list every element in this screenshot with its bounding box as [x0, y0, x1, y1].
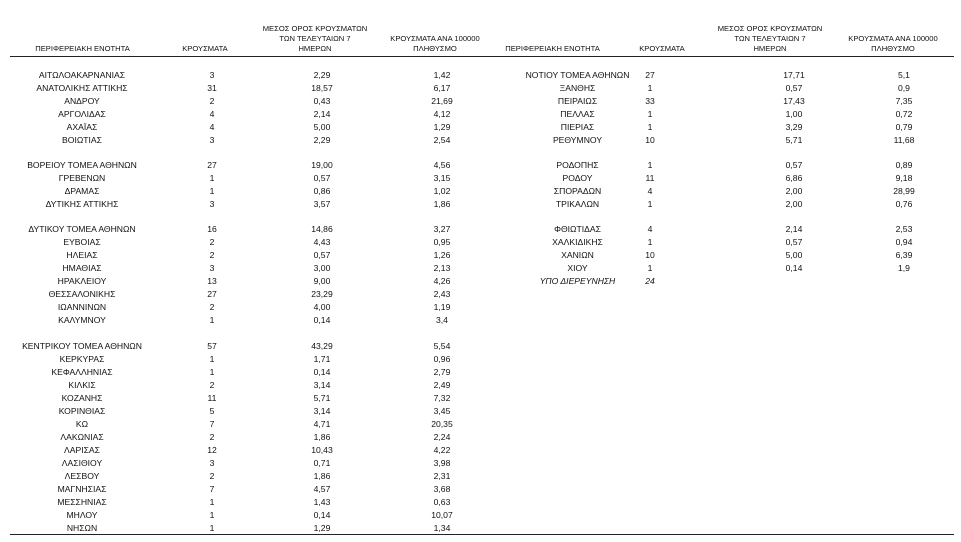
table-row	[7, 172, 477, 185]
region-cell: ΛΑΣΙΘΙΟΥ	[61, 458, 103, 468]
cases-cell: 2	[209, 471, 215, 481]
table-row	[505, 82, 935, 95]
per100k-cell: 1,19	[433, 302, 451, 312]
table-row	[505, 95, 935, 108]
table-row	[7, 366, 477, 379]
per100k-cell: 0,95	[433, 237, 451, 247]
cases-cell: 1	[209, 186, 215, 196]
cases-cell: 13	[207, 276, 217, 286]
table-row	[7, 392, 477, 405]
avg-cell: 0,57	[785, 160, 803, 170]
region-cell: ΝΟΤΙΟΥ ΤΟΜΕΑ ΑΘΗΝΩΝ	[525, 70, 630, 80]
table-row	[7, 159, 477, 172]
cases-cell: 1	[209, 315, 215, 325]
table-row	[7, 95, 477, 108]
avg-cell: 6,86	[785, 173, 803, 183]
table-row	[505, 223, 935, 236]
per100k-cell: 4,56	[433, 160, 451, 170]
cases-cell: 4	[647, 186, 653, 196]
cases-cell: 57	[207, 341, 217, 351]
per100k-cell: 7,35	[895, 96, 913, 106]
per100k-cell: 10,07	[431, 510, 453, 520]
per100k-cell: 0,72	[895, 109, 913, 119]
region-cell: ΝΗΣΩΝ	[66, 523, 98, 533]
avg-cell: 5,71	[785, 135, 803, 145]
avg-cell: 18,57	[311, 83, 333, 93]
table-row	[7, 470, 477, 483]
avg-cell: 3,14	[313, 406, 331, 416]
region-cell: ΦΘΙΩΤΙΔΑΣ	[554, 224, 601, 234]
per100k-cell: 1,86	[433, 199, 451, 209]
cases-cell: 11	[207, 393, 217, 403]
region-cell: ΙΩΑΝΝΙΝΩΝ	[57, 302, 107, 312]
cases-cell: 1	[209, 173, 215, 183]
table-row	[7, 431, 477, 444]
per100k-cell: 0,94	[895, 237, 913, 247]
table-row	[7, 262, 477, 275]
table-row	[7, 314, 477, 327]
per100k-cell: 0,79	[895, 122, 913, 132]
avg-cell: 17,71	[783, 70, 805, 80]
avg-cell: 43,29	[311, 341, 333, 351]
region-cell: ΡΟΔΟΠΗΣ	[556, 160, 599, 170]
cases-cell: 16	[207, 224, 217, 234]
avg-cell: 10,43	[311, 445, 333, 455]
avg-cell: 1,00	[785, 109, 803, 119]
avg-cell: 1,71	[313, 354, 331, 364]
table-row	[7, 522, 477, 535]
region-cell: ΠΕΛΛΑΣ	[560, 109, 595, 119]
right-header-per100k: ΚΡΟΥΣΜΑΤΑ ΑΝΑ 100000 ΠΛΗΘΥΣΜΟ	[848, 34, 938, 53]
avg-cell: 5,00	[785, 250, 803, 260]
cases-cell: 4	[209, 122, 215, 132]
cases-cell: 7	[209, 419, 215, 429]
table-row	[7, 82, 477, 95]
per100k-cell: 2,49	[433, 380, 451, 390]
region-cell: ΧΑΛΚΙΔΙΚΗΣ	[552, 237, 603, 247]
cases-cell: 1	[209, 497, 215, 507]
avg-cell: 5,71	[313, 393, 331, 403]
region-cell: ΛΑΚΩΝΙΑΣ	[60, 432, 104, 442]
region-cell: ΒΟΡΕΙΟΥ ΤΟΜΕΑ ΑΘΗΝΩΝ	[27, 160, 137, 170]
table-row	[505, 185, 935, 198]
per100k-cell: 5,54	[433, 341, 451, 351]
region-cell: ΣΠΟΡΑΔΩΝ	[553, 186, 602, 196]
cases-cell: 3	[209, 135, 215, 145]
cases-cell: 27	[207, 160, 217, 170]
region-cell: ΚΕΦΑΛΛΗΝΙΑΣ	[51, 367, 113, 377]
avg-cell: 2,14	[785, 224, 803, 234]
region-cell: ΞΑΝΘΗΣ	[559, 83, 596, 93]
avg-cell: 19,00	[311, 160, 333, 170]
right-header-cases: ΚΡΟΥΣΜΑΤΑ	[639, 44, 685, 53]
avg-cell: 3,57	[313, 199, 331, 209]
avg-cell: 0,57	[313, 250, 331, 260]
per100k-cell: 1,26	[433, 250, 451, 260]
avg-cell: 4,43	[313, 237, 331, 247]
region-cell: ΡΟΔΟΥ	[562, 173, 593, 183]
region-cell: ΜΕΣΣΗΝΙΑΣ	[57, 497, 107, 507]
region-cell: ΒΟΙΩΤΙΑΣ	[62, 135, 102, 145]
table-row	[7, 185, 477, 198]
table-row	[7, 236, 477, 249]
left-header-avg: ΜΕΣΟΣ ΟΡΟΣ ΚΡΟΥΣΜΑΤΩΝ ΤΩΝ ΤΕΛΕΥΤΑΙΩΝ 7 ΗΜΕΡΩΝ	[262, 24, 368, 53]
avg-cell: 0,86	[313, 186, 331, 196]
region-cell: ΚΟΡΙΝΘΙΑΣ	[58, 406, 106, 416]
table-row	[7, 134, 477, 147]
table-row	[505, 198, 935, 211]
table-row	[7, 288, 477, 301]
per100k-cell: 2,24	[433, 432, 451, 442]
region-cell: ΓΡΕΒΕΝΩΝ	[58, 173, 106, 183]
avg-cell: 2,00	[785, 199, 803, 209]
table-row	[505, 262, 935, 275]
avg-cell: 3,14	[313, 380, 331, 390]
avg-cell: 0,57	[785, 83, 803, 93]
avg-cell: 0,14	[313, 315, 331, 325]
per100k-cell: 0,96	[433, 354, 451, 364]
cases-cell: 3	[209, 199, 215, 209]
per100k-cell: 4,26	[433, 276, 451, 286]
per100k-cell: 3,68	[433, 484, 451, 494]
avg-cell: 1,29	[313, 523, 331, 533]
table-row	[7, 444, 477, 457]
per100k-cell: 11,68	[893, 135, 915, 145]
avg-cell: 0,14	[313, 367, 331, 377]
avg-cell: 23,29	[311, 289, 333, 299]
per100k-cell: 2,31	[433, 471, 451, 481]
region-cell: ΗΛΕΙΑΣ	[66, 250, 98, 260]
cases-cell: 1	[209, 510, 215, 520]
cases-cell: 2	[209, 96, 215, 106]
cases-cell: 7	[209, 484, 215, 494]
per100k-cell: 2,79	[433, 367, 451, 377]
region-cell: ΕΥΒΟΙΑΣ	[63, 237, 101, 247]
cases-cell: 2	[209, 250, 215, 260]
per100k-cell: 2,43	[433, 289, 451, 299]
avg-cell: 4,00	[313, 302, 331, 312]
table-row	[7, 301, 477, 314]
per100k-cell: 6,17	[433, 83, 451, 93]
per100k-cell: 2,13	[433, 263, 451, 273]
region-cell: ΔΥΤΙΚΟΥ ΤΟΜΕΑ ΑΘΗΝΩΝ	[28, 224, 136, 234]
table-row	[7, 198, 477, 211]
table-row	[505, 159, 935, 172]
left-header-region: ΠΕΡΙΦΕΡΕΙΑΚΗ ΕΝΟΤΗΤΑ	[35, 44, 130, 53]
avg-cell: 2,29	[313, 135, 331, 145]
avg-cell: 17,43	[783, 96, 805, 106]
avg-cell: 0,57	[785, 237, 803, 247]
cases-cell: 2	[209, 237, 215, 247]
per100k-cell: 1,34	[433, 523, 451, 533]
cases-cell: 24	[645, 276, 655, 286]
cases-cell: 27	[645, 70, 655, 80]
right-header-region: ΠΕΡΙΦΕΡΕΙΑΚΗ ΕΝΟΤΗΤΑ	[505, 44, 600, 53]
per100k-cell: 2,53	[895, 224, 913, 234]
right-header-avg: ΜΕΣΟΣ ΟΡΟΣ ΚΡΟΥΣΜΑΤΩΝ ΤΩΝ ΤΕΛΕΥΤΑΙΩΝ 7 ΗΜΕΡΩΝ	[717, 24, 823, 53]
region-cell: ΡΕΘΥΜΝΟΥ	[552, 135, 603, 145]
per100k-cell: 9,18	[895, 173, 913, 183]
left-header-per100k: ΚΡΟΥΣΜΑΤΑ ΑΝΑ 100000 ΠΛΗΘΥΣΜΟ	[390, 34, 480, 53]
avg-cell: 2,00	[785, 186, 803, 196]
per100k-cell: 5,1	[898, 70, 910, 80]
per100k-cell: 3,27	[433, 224, 451, 234]
region-cell: ΑΙΤΩΛΟΑΚΑΡΝΑΝΙΑΣ	[38, 70, 126, 80]
cases-cell: 5	[209, 406, 215, 416]
avg-cell: 0,71	[313, 458, 331, 468]
table-row	[505, 275, 935, 288]
region-cell: ΠΕΙΡΑΙΩΣ	[557, 96, 598, 106]
region-cell: ΑΧΑΪΑΣ	[66, 122, 98, 132]
per100k-cell: 1,9	[898, 263, 910, 273]
per100k-cell: 4,22	[433, 445, 451, 455]
per100k-cell: 28,99	[893, 186, 915, 196]
avg-cell: 0,57	[313, 173, 331, 183]
region-cell: ΛΑΡΙΣΑΣ	[64, 445, 100, 455]
region-cell: ΚΕΡΚΥΡΑΣ	[59, 354, 105, 364]
per100k-cell: 1,29	[433, 122, 451, 132]
region-cell: ΛΕΣΒΟΥ	[64, 471, 100, 481]
cases-cell: 1	[647, 109, 653, 119]
per100k-cell: 3,98	[433, 458, 451, 468]
table-row	[7, 353, 477, 366]
cases-cell: 1	[647, 237, 653, 247]
avg-cell: 5,00	[313, 122, 331, 132]
table-row	[7, 405, 477, 418]
region-cell: ΚΕΝΤΡΙΚΟΥ ΤΟΜΕΑ ΑΘΗΝΩΝ	[22, 341, 142, 351]
table-row	[505, 249, 935, 262]
cases-cell: 31	[207, 83, 217, 93]
per100k-cell: 0,76	[895, 199, 913, 209]
per100k-cell: 0,89	[895, 160, 913, 170]
region-cell: ΚΟΖΑΝΗΣ	[61, 393, 103, 403]
avg-cell: 1,43	[313, 497, 331, 507]
table-row	[7, 69, 477, 82]
region-cell: ΤΡΙΚΑΛΩΝ	[555, 199, 600, 209]
per100k-cell: 21,69	[431, 96, 453, 106]
per100k-cell: 3,4	[436, 315, 448, 325]
avg-cell: 2,14	[313, 109, 331, 119]
avg-cell: 9,00	[313, 276, 331, 286]
table-row	[7, 121, 477, 134]
region-cell: ΚΙΛΚΙΣ	[68, 380, 96, 390]
avg-cell: 1,86	[313, 471, 331, 481]
per100k-cell: 0,9	[898, 83, 910, 93]
per100k-cell: 3,45	[433, 406, 451, 416]
region-cell: ΗΡΑΚΛΕΙΟΥ	[57, 276, 107, 286]
table-row	[7, 379, 477, 392]
region-cell: ΧΑΝΙΩΝ	[561, 250, 594, 260]
table-row	[7, 108, 477, 121]
per100k-cell: 1,42	[433, 70, 451, 80]
cases-cell: 1	[209, 367, 215, 377]
avg-cell: 4,71	[313, 419, 331, 429]
cases-cell: 10	[645, 250, 655, 260]
per100k-cell: 0,63	[433, 497, 451, 507]
region-cell: ΜΗΛΟΥ	[66, 510, 98, 520]
per100k-cell: 2,54	[433, 135, 451, 145]
avg-cell: 2,29	[313, 70, 331, 80]
region-cell: ΚΩ	[75, 419, 89, 429]
table-row	[7, 340, 477, 353]
table-row	[505, 236, 935, 249]
cases-cell: 33	[645, 96, 655, 106]
cases-cell: 1	[647, 263, 653, 273]
cases-cell: 1	[647, 199, 653, 209]
per100k-cell: 3,15	[433, 173, 451, 183]
cases-cell: 12	[207, 445, 217, 455]
table-row	[7, 418, 477, 431]
table-row	[505, 121, 935, 134]
cases-cell: 2	[209, 432, 215, 442]
region-cell: ΘΕΣΣΑΛΟΝΙΚΗΣ	[48, 289, 116, 299]
cases-cell: 27	[207, 289, 217, 299]
cases-cell: 4	[647, 224, 653, 234]
table-row	[505, 134, 935, 147]
table-row	[505, 108, 935, 121]
per100k-cell: 6,39	[895, 250, 913, 260]
avg-cell: 0,43	[313, 96, 331, 106]
avg-cell: 3,00	[313, 263, 331, 273]
left-header-cases: ΚΡΟΥΣΜΑΤΑ	[182, 44, 228, 53]
avg-cell: 14,86	[311, 224, 333, 234]
avg-cell: 3,29	[785, 122, 803, 132]
cases-cell: 1	[647, 83, 653, 93]
table-row	[7, 496, 477, 509]
region-cell: ΥΠΟ ΔΙΕΡΕΥΝΗΣΗ	[539, 276, 616, 286]
region-cell: ΑΝΔΡΟΥ	[64, 96, 100, 106]
region-cell: ΔΡΑΜΑΣ	[64, 186, 100, 196]
header-rule	[10, 56, 954, 57]
cases-cell: 11	[645, 173, 655, 183]
cases-cell: 4	[209, 109, 215, 119]
per100k-cell: 20,35	[431, 419, 453, 429]
avg-cell: 0,14	[313, 510, 331, 520]
table-row	[7, 457, 477, 470]
table-row	[7, 483, 477, 496]
avg-cell: 1,86	[313, 432, 331, 442]
per100k-cell: 1,02	[433, 186, 451, 196]
region-cell: ΑΝΑΤΟΛΙΚΗΣ ΑΤΤΙΚΗΣ	[36, 83, 128, 93]
region-cell: ΧΙΟΥ	[567, 263, 588, 273]
cases-cell: 1	[647, 160, 653, 170]
cases-cell: 3	[209, 458, 215, 468]
region-cell: ΔΥΤΙΚΗΣ ΑΤΤΙΚΗΣ	[45, 199, 119, 209]
per100k-cell: 7,32	[433, 393, 451, 403]
table-row	[505, 69, 935, 82]
table-row	[505, 172, 935, 185]
cases-cell: 3	[209, 263, 215, 273]
table-row	[7, 509, 477, 522]
avg-cell: 4,57	[313, 484, 331, 494]
cases-cell: 3	[209, 70, 215, 80]
table-row	[7, 223, 477, 236]
region-cell: ΜΑΓΝΗΣΙΑΣ	[57, 484, 107, 494]
region-cell: ΗΜΑΘΙΑΣ	[62, 263, 102, 273]
avg-cell: 0,14	[785, 263, 803, 273]
cases-cell: 1	[209, 523, 215, 533]
table-row	[7, 275, 477, 288]
cases-cell: 2	[209, 302, 215, 312]
region-cell: ΚΑΛΥΜΝΟΥ	[58, 315, 106, 325]
cases-cell: 2	[209, 380, 215, 390]
cases-cell: 1	[209, 354, 215, 364]
per100k-cell: 4,12	[433, 109, 451, 119]
region-cell: ΑΡΓΟΛΙΔΑΣ	[58, 109, 106, 119]
table-row	[7, 249, 477, 262]
cases-cell: 1	[647, 122, 653, 132]
cases-cell: 10	[645, 135, 655, 145]
region-cell: ΠΙΕΡΙΑΣ	[560, 122, 595, 132]
